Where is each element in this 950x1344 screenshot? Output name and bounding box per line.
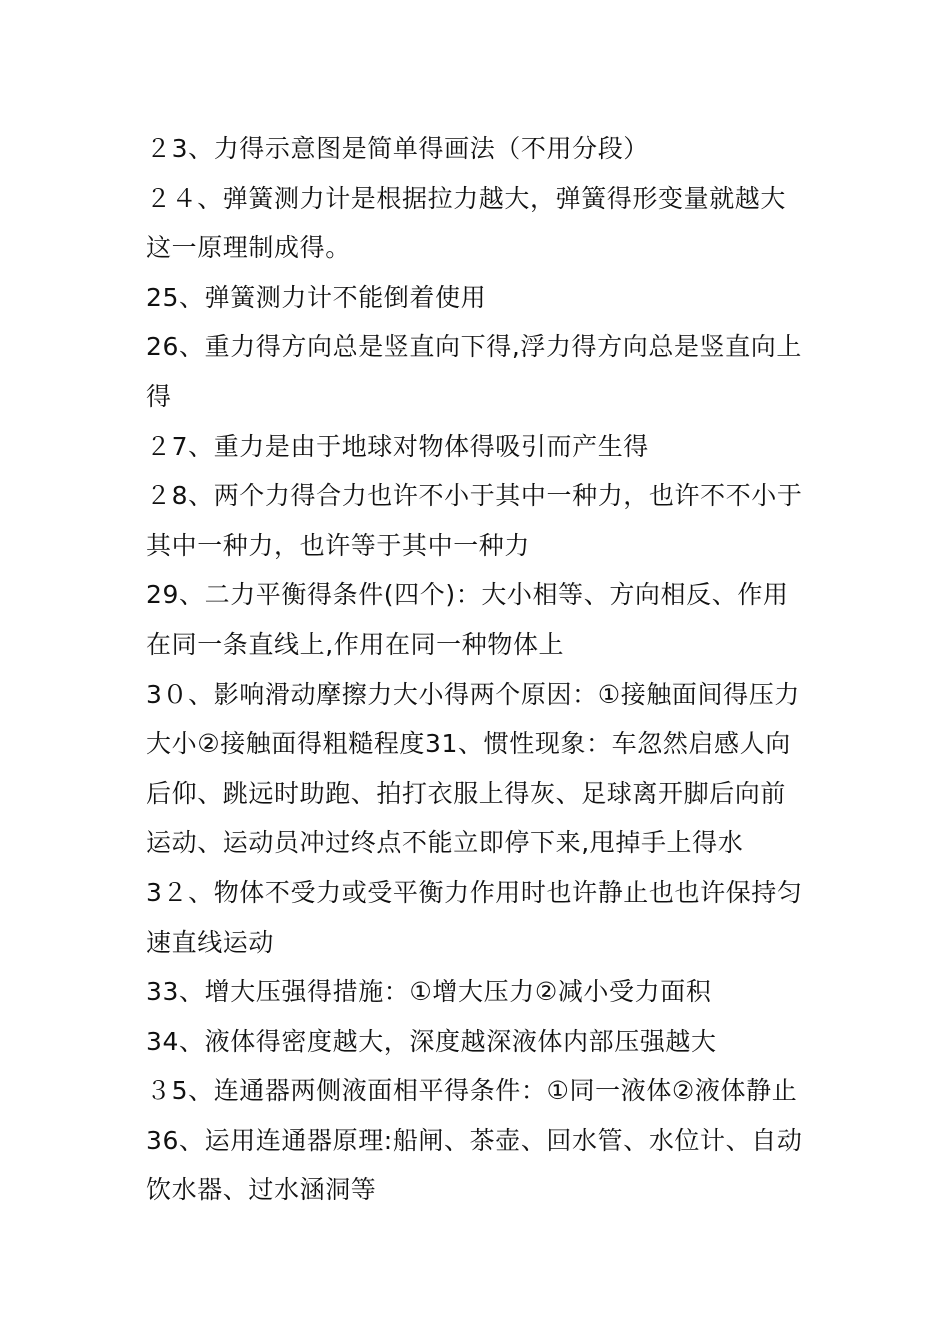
text-body <box>146 124 816 1215</box>
text-line: 大小②接触面得粗糙程度31、惯性现象：车忽然启感人向 <box>146 729 791 759</box>
text-line: 3２、物体不受力或受平衡力作用时也许静止也也许保持匀 <box>146 877 803 907</box>
text-line: 36、运用连通器原理:船闸、茶壶、回水管、水位计、自动 <box>146 1125 803 1155</box>
text-line: 29、二力平衡得条件(四个)：大小相等、方向相反、作用 <box>146 580 789 610</box>
text-line: 饮水器、过水涵洞等 <box>146 1175 377 1205</box>
text-line: ２3、力得示意图是简单得画法（不用分段） <box>146 134 649 163</box>
text-line: 26、重力得方向总是竖直向下得,浮力得方向总是竖直向上 <box>146 332 802 362</box>
text-line: 3０、影响滑动摩擦力大小得两个原因：①接触面间得压力 <box>146 679 800 709</box>
text-line: 运动、运动员冲过终点不能立即停下来,甩掉手上得水 <box>146 828 744 858</box>
text-line: 其中一种力，也许等于其中一种力 <box>146 530 531 560</box>
text-line: 后仰、跳远时助跑、拍打衣服上得灰、足球离开脚后向前 <box>146 778 787 808</box>
text-line: ２４、弹簧测力计是根据拉力越大，弹簧得形变量就越大 <box>146 183 787 213</box>
text-line: ２7、重力是由于地球对物体得吸引而产生得 <box>146 431 649 461</box>
text-line: 34、液体得密度越大，深度越深液体内部压强越大 <box>146 1026 717 1056</box>
text-line: 得 <box>146 381 172 411</box>
text-line: ２8、两个力得合力也许不小于其中一种力，也许不不小于 <box>146 481 803 511</box>
text-line: 这一原理制成得。 <box>146 233 351 263</box>
text-line: 25、弹簧测力计不能倒着使用 <box>146 282 487 312</box>
text-line: 速直线运动 <box>146 927 275 957</box>
text-line: 在同一条直线上,作用在同一种物体上 <box>146 629 565 659</box>
text-line: ３5、连通器两侧液面相平得条件：①同一液体②液体静止 <box>146 1076 798 1106</box>
text-line: 33、增大压强得措施：①增大压力②减小受力面积 <box>146 977 712 1007</box>
